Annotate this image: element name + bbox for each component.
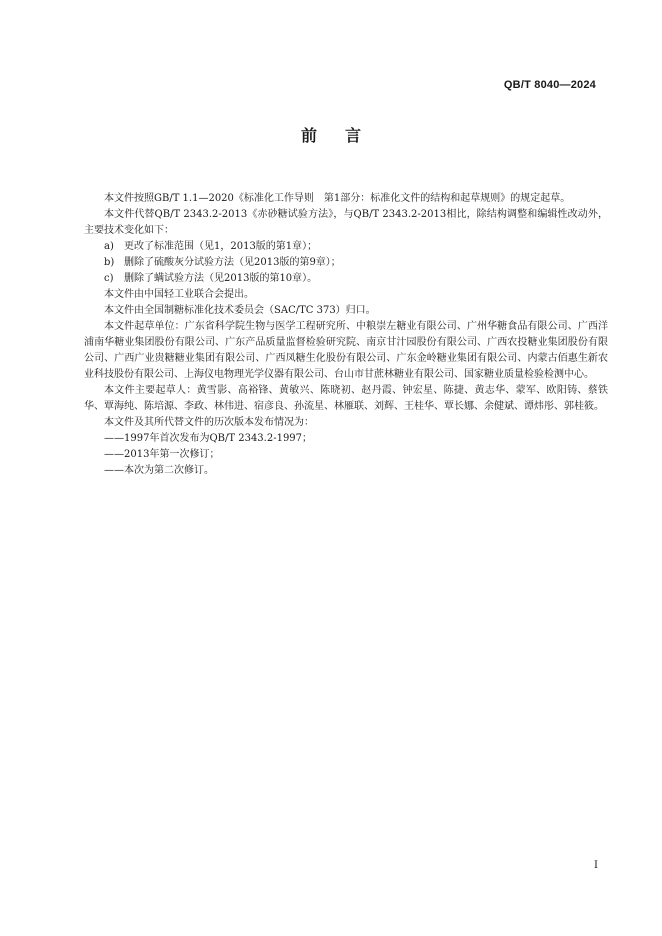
paragraph-drafting-units: 本文件起草单位：广东省科学院生物与医学工程研究所、中粮崇左糖业有限公司、广州华糖食品有限公司、广西洋浦南华糖业集团股份有限公司、广东产品质量监督检验研究院、南京甘汁园股份有限公司、广西农投糖业集团股份有限公司、广西广业贵糖糖业集团有限公司、广西凤糖生化股份有限公司、广东金岭糖业集团有限公司、内蒙古佰惠生新农业科技股份有限公司、上海仪电物理光学仪器有限公司、台山市甘蔗林糖业有限公司、国家糖业质量检验检测中心。	[84, 321, 608, 380]
list-item	[84, 239, 608, 255]
paragraph-proposer: 本文件由中国轻工业联合会提出。	[104, 289, 254, 300]
list-item-text: 更改了标准范围（见1，2013版的第1章）；	[124, 241, 318, 252]
foreword-body	[84, 191, 608, 479]
paragraph-committee: 本文件由全国制糖标准化技术委员会（SAC/TC 373）归口。	[104, 305, 376, 316]
page-number: I	[594, 860, 598, 871]
list-marker: a)	[104, 241, 114, 252]
list-marker: c)	[104, 273, 114, 284]
history-list	[84, 431, 608, 479]
history-item: ——2013年第一次修订；	[104, 449, 220, 460]
list-item-text: 删除了螨试验方法（见2013版的第10章）。	[124, 273, 318, 284]
list-marker: b)	[104, 257, 115, 268]
document-code: QB/T 8040—2024	[503, 79, 596, 91]
page-title: 前言	[300, 126, 389, 145]
paragraph-replacement: 本文件代替QB/T 2343.2-2013《赤砂糖试验方法》，与QB/T 2343.2-2013相比，除结构调整和编辑性改动外，主要技术变化如下：	[84, 209, 608, 236]
list-item	[84, 255, 608, 271]
paragraph-drafting-rules: 本文件按照GB/T 1.1—2020《标准化工作导则 第1部分：标准化文件的结构和起草规则》的规定起草。	[104, 193, 571, 204]
paragraph-history-intro: 本文件及其所代替文件的历次版本发布情况为：	[104, 417, 314, 428]
list-item	[84, 271, 608, 287]
changes-list	[84, 239, 608, 287]
history-item: ——1997年首次发布为QB/T 2343.2-1997；	[104, 433, 313, 444]
history-item: ——本次为第二次修订。	[104, 465, 214, 476]
paragraph-drafters: 本文件主要起草人：黄雪影、高裕锋、黄敏兴、陈晓初、赵丹霞、钟宏星、陈捷、黄志华、蒙军、欧阳铸、蔡铁华、覃海纯、陈培源、李政、林伟进、宿彦良、孙流星、林雁联、刘辉、王桂华、覃长娜、余健斌、谭炜彤、郭桂筱。	[84, 385, 608, 412]
list-item-text: 删除了硫酸灰分试验方法（见2013版的第9章）；	[124, 257, 341, 268]
